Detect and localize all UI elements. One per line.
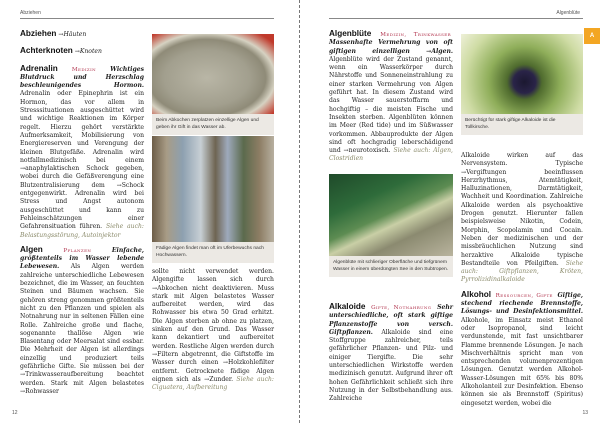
cross-reference-link[interactable]: →Knoten xyxy=(74,48,102,56)
headword: Abziehen xyxy=(20,29,57,38)
entry-alkohol xyxy=(461,291,583,408)
entry-alkaloide-continued xyxy=(461,152,583,285)
page-number-left: 12 xyxy=(12,410,18,416)
figure-caption: Fädige Algen findet man oft im Uferbewuchs nach Hochwassern. xyxy=(156,246,264,258)
entry-algen xyxy=(20,246,144,396)
entry-body: Alkaloide sind eine Stoffgruppe zahlreicher, teils gefährlicher Pflanzen- und Pilz- und einiger Tiergifte. Die sehr unterschiedlichen Wirkstoffe werden medizinisch genutzt. Aufgrund ihrer oft hohen Gefährlichkeit schließt sich ihre Nutzung in der Selbstbehandlung aus. Zahlreiche xyxy=(329,328,453,403)
headword: Achterknoten xyxy=(20,46,73,56)
left-column-2 xyxy=(152,268,274,398)
photo-deadly-nightshade xyxy=(461,34,583,114)
figure-caption: Algenblüte mit schlieriger Oberfläche und tiefgrünem Wasser in einem überdüngten See in den Subtropen. xyxy=(333,260,449,272)
definition: Sehr unterschiedliche, oft stark giftige Pflanzenstoffe von versch. Giftpflanzen. xyxy=(329,304,454,336)
right-column-3 xyxy=(461,152,583,414)
cross-reference-link[interactable]: →Häuten xyxy=(58,31,87,38)
figure-boiling xyxy=(152,34,274,135)
entry-body: Adrenalin oder Epinephrin ist ein Hormon, das vor allem in Stresssituationen ausgeschüttet wird und wichtige Reaktionen im Körper regelt. Hierzu gehört verstärkte Aufmerksamkeit, Mobilisierung von Energiereserven und Verengung der kleinen Blutgefäße. Adrenalin wird notfallmedizinisch bei einem →anaphylaktischen Schock gegeben, wobei durch die Gefäßverengung eine Blutzentralisierung dem →Schock entgegenwirkt. Adrenalin wird bei Stress und Angst autonom ausgeschüttet und kann zu Fehleinschätzungen einer Gefahrensituation führen. xyxy=(20,90,144,231)
photo-boiling-water xyxy=(152,34,274,114)
entry-adrenalin xyxy=(20,65,144,240)
entry-body: Alkaloide wirken auf das Nervensystem. Typische →Vergiftungen beeinflussen Herzrhythmus, Atemtätigkeit, Halluzinationen, Darmtätigkeit, Wachheit und Koordination. Zahlreiche Alkaloide werden als psychoaktive Drogen genutzt. Hierunter fallen beispielsweise Nikotin, Codein, Morphin, Scopolamin und Cocain. Neben der medizinischen und der missbräuchlichen Nutzung sind herzaktive Alkaloide typische Bestandteile von Pfeilgiften. xyxy=(461,152,583,267)
entry-algenbluete xyxy=(329,30,453,164)
right-page xyxy=(301,0,600,423)
right-column xyxy=(329,30,453,170)
photo-algae-on-branches xyxy=(152,136,274,242)
page-number-right: 13 xyxy=(582,410,588,416)
category-label: Medizin xyxy=(71,66,96,73)
headword: Algen xyxy=(20,244,43,254)
category-label: Gifte, Notnahrung xyxy=(371,305,432,311)
entry-achterknoten xyxy=(20,47,144,56)
header-rule xyxy=(329,18,583,19)
see-also: Siehe auch: Algen, Clostridien xyxy=(329,147,453,163)
category-label: Pflanzen xyxy=(63,247,92,254)
left-page xyxy=(0,0,299,423)
definition: Giftige, stechend riechende Brennstoffe, Lösungs- und Desinfektionsmittel. xyxy=(461,291,583,316)
photo-algae-bloom xyxy=(329,174,453,256)
running-head-left: Abziehen xyxy=(20,10,41,16)
definition: Wichtiges Blutdruck und Herzschlag beschleunigendes Hormon. xyxy=(20,65,145,90)
entry-body: Algenblüte wird der Zustand genannt, wenn ein Wasserkörper durch Nährstoffe und Sonneneinstrahlung zu einer starken Vermehrung von Algen geführt hat. In diesem Zustand wird das Wasser sauerstoffarm und hochgiftig – die meisten Fische und Insekten sterben. Algenblüten können im Meer (Red tide) und im Süßwasser vorkommen. Abbauprodukte der Algen sind oft hochgradig leberschädigend und →neurotoxisch. xyxy=(329,55,453,155)
entry-alkaloide xyxy=(329,303,453,404)
see-also: Siehe auch: Ciguatera, Aufbereitung xyxy=(152,375,274,392)
headword: Alkaloide xyxy=(329,302,366,311)
right-column-2 xyxy=(329,303,453,410)
figure-algae-bloom xyxy=(329,174,453,277)
headword: Algenblüte xyxy=(329,29,372,38)
figure-caption: Beim Abkochen zerplatzen einzellige Algen und geben ihr Gift in das Wasser ab. xyxy=(156,118,259,130)
entry-body: sollte nicht verwendet werden. Algengifte lassen sich durch →Abkochen nicht deaktivieren. Muss stark mit Algen belastetes Wasser aufbereitet werden, wird das Rohwasser bis etwa 50 Grad erhitzt. Die Algen sterben ab ohne zu platzen, sinken auf den Grund. Das Wasser kann dekantiert und aufbereitet werden. Restliche Algen werden durch →Filtern abgetrennt, die Giftstoffe im Wasser durch einen →Holzkohlefilter entfernt. Getrocknete fädige Algen eignen sich als →Zunder. xyxy=(152,268,274,383)
thumb-index-tab[interactable]: A xyxy=(584,28,600,44)
headword: Adrenalin xyxy=(20,63,58,73)
left-column xyxy=(20,30,144,402)
category-label: Medizin, Trinkwasser xyxy=(380,32,451,38)
entry-body: Alkohole, im Einsatz meist Ethanol oder Isopropanol, sind leicht verdunstende, mit fast unsichtbarer Flamme brennende Lösungen. Je nach Mischverhältnis spricht man von entsprechenden volumenprozentigen Lösungen. Genutzt werden Alkohol-Wasser-Lösungen mit 65% bis 80% Alkoholanteil zur Desinfektion. Ebenso können sie als Brennstoff (Spiritus) eingesetzt werden, wobei die xyxy=(461,316,583,407)
figure-filamentous-algae xyxy=(152,136,274,263)
definition: Massenhafte Vermehrung von oft giftigen einzelligen →Algen. xyxy=(329,39,453,55)
running-head-right: Algenblüte xyxy=(556,10,580,16)
figure-caption: Berüchtigt für stark giftige Alkaloide ist die Tollkirsche. xyxy=(465,118,556,130)
entry-abziehen xyxy=(20,30,144,39)
category-label: Ressourcen, Gifte xyxy=(495,292,553,299)
entry-algen-continued xyxy=(152,268,274,392)
headword: Alkohol xyxy=(461,289,492,299)
definition: Einfache, größtenteils im Wasser lebende Lebewesen. xyxy=(20,246,144,271)
header-rule xyxy=(20,18,274,19)
figure-nightshade xyxy=(461,34,583,135)
see-also: Siehe auch: Belastungsstörung, Autoinjektor xyxy=(20,223,144,239)
entry-body: Als Algen werden zahlreiche unterschiedliche Lebewesen bezeichnet, die im Wasser, an feuchten Steinen und Bäumen wachsen. Sie gehören streng genommen größtenteils nicht zu den Pflanzen und spielen als Notnahrung nur in seltenen Fällen eine Rolle. Zahlreiche große und flache, sogenannte thallöse Algen wie Blasentang oder Meersalat sind essbar. Die Mehrheit der Algen ist allerdings einzellig und produziert teils gefährliche Gifte. Sie müssen bei der →Trinkwasseraufbereitung beachtet werden. Stark mit Algen belastetes →Rohwasser xyxy=(20,263,144,395)
see-also: Siehe auch: Giftpflanzen, Kröten, Pyrrolizidinalkaloide xyxy=(461,259,583,284)
